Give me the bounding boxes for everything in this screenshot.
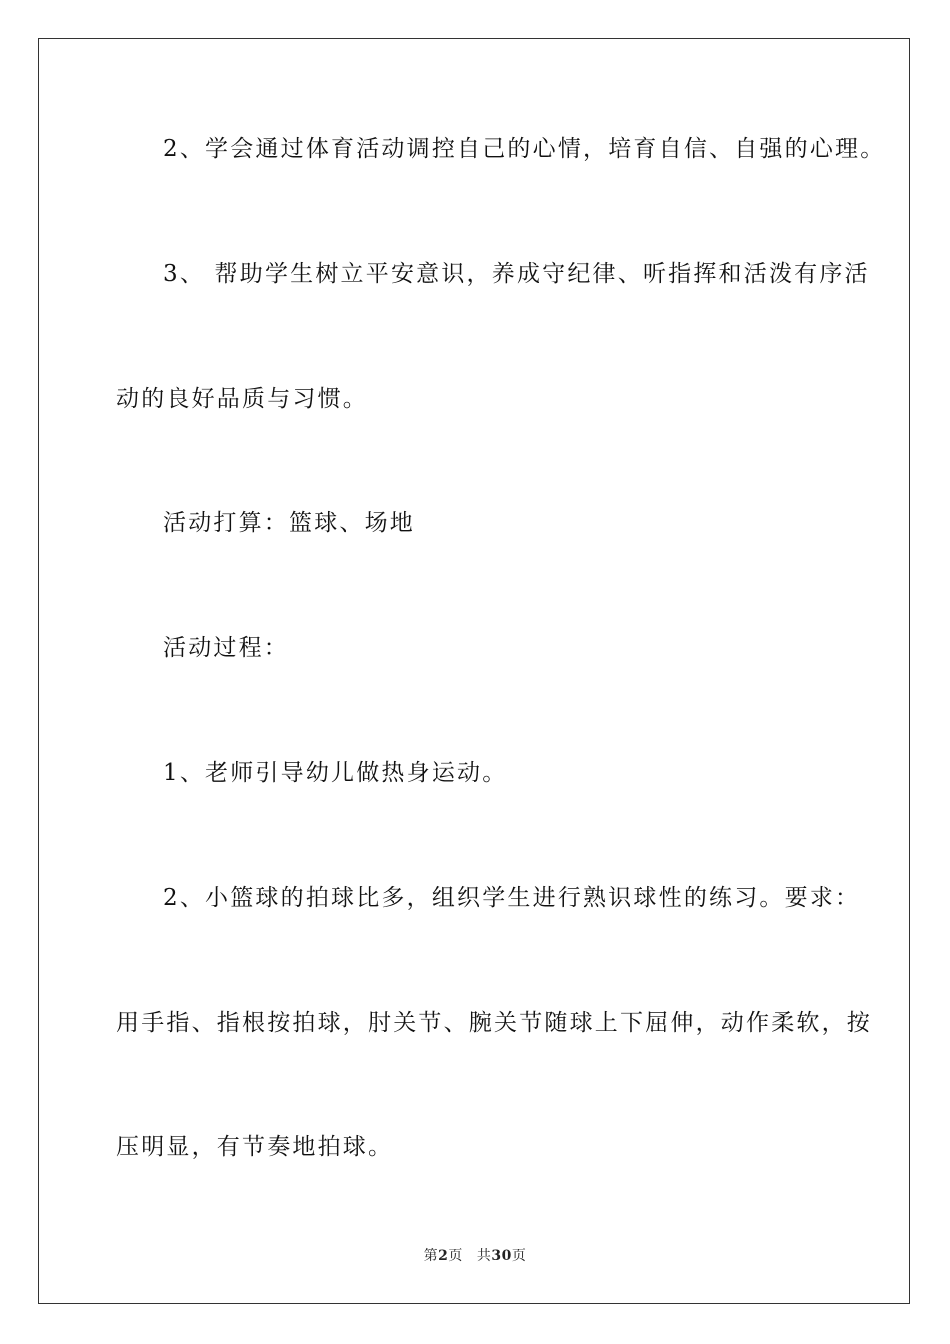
footer-page-prefix: 第 (423, 1248, 439, 1264)
paragraph-goal-3-line-1: 3、 帮助学生树立平安意识，养成守纪律、听指挥和活泼有序活 (163, 261, 870, 287)
footer-total-prefix: 共 (476, 1248, 492, 1264)
footer-total-number: 30 (491, 1248, 512, 1264)
page-border (38, 38, 910, 1304)
page-footer (0, 1245, 950, 1265)
paragraph-goal-2: 2、学会通过体育活动调控自己的心情，培育自信、自强的心理。 (163, 136, 886, 162)
paragraph-step-2-line-1: 2、小篮球的拍球比多，组织学生进行熟识球性的练习。要求： (163, 885, 861, 911)
paragraph-step-2-line-2: 用手指、指根按拍球，肘关节、腕关节随球上下屈伸，动作柔软，按 (116, 1010, 872, 1036)
paragraph-goal-3-line-2: 动的良好品质与习惯。 (116, 386, 368, 412)
paragraph-step-2-line-3: 压明显，有节奏地拍球。 (116, 1134, 394, 1160)
paragraph-process-heading: 活动过程： (163, 635, 289, 661)
footer-total-suffix: 页 (511, 1248, 527, 1264)
footer-page-suffix: 页 (448, 1248, 463, 1264)
paragraph-step-1: 1、老师引导幼儿做热身运动。 (163, 760, 508, 786)
paragraph-materials: 活动打算：篮球、场地 (163, 510, 415, 536)
footer-page-number: 2 (438, 1248, 449, 1264)
